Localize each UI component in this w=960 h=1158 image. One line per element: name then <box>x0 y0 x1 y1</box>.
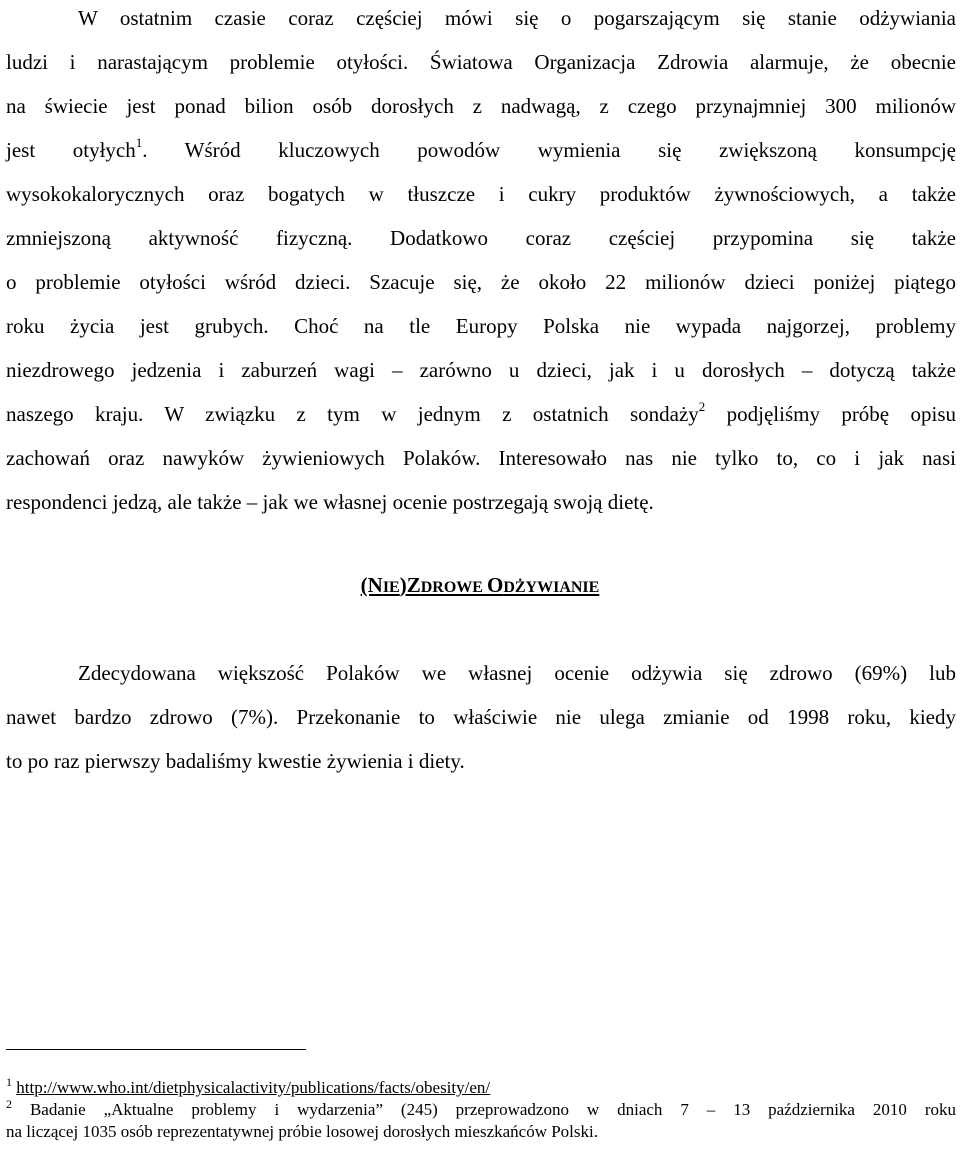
text-line <box>6 128 956 172</box>
footnotes <box>6 1077 956 1143</box>
text-fragment: podjęliśmy próbę opisu <box>705 402 956 426</box>
footnote-link[interactable]: http://www.who.int/dietphysicalactivity/publications/facts/obesity/en/ <box>16 1078 491 1097</box>
footnote-2 <box>6 1099 956 1121</box>
footnote-ref-2[interactable]: 2 <box>698 399 706 414</box>
text-fragment: naszego kraju. W związku z tym w jednym z ostatnich sondaży <box>6 402 699 426</box>
footnote-text: Badanie „Aktualne problemy i wydarzenia” (245) przeprowadzono w dniach 7 – 13 października 2010 roku <box>29 1100 957 1119</box>
text-line: ludzi i narastającym problemie otyłości. Światowa Organizacja Zdrowia alarmuje, że obecnie <box>6 50 956 74</box>
footnote-separator <box>6 1049 306 1050</box>
heading-fragment: (N <box>360 573 383 597</box>
text-line: wysokokalorycznych oraz bogatych w tłuszcze i cukry produktów żywnościowych, a także <box>6 182 956 206</box>
text-fragment: jest otyłych <box>6 138 136 162</box>
footnote-mark: 2 <box>6 1097 12 1111</box>
text-line: nawet bardzo zdrowo (7%). Przekonanie to właściwie nie ulega zmianie od 1998 roku, kiedy <box>6 705 956 729</box>
text-line: zachowań oraz nawyków żywieniowych Polaków. Interesowało nas nie tylko to, co i jak nasi <box>6 446 956 470</box>
footnote-ref-1[interactable]: 1 <box>135 135 143 150</box>
intro-paragraph <box>6 0 956 524</box>
text-line: niezdrowego jedzenia i zaburzeń wagi – zarówno u dzieci, jak i u dorosłych – dotyczą także <box>6 358 956 382</box>
heading-fragment: O <box>486 573 504 597</box>
text-line: o problemie otyłości wśród dzieci. Szacuje się, że około 22 milionów dzieci poniżej piątego <box>6 270 956 294</box>
heading-fragment: DROWE <box>420 579 487 596</box>
heading-fragment: IE <box>382 579 400 596</box>
footnote-mark: 1 <box>6 1075 12 1089</box>
text-fragment: . Wśród kluczowych powodów wymienia się zwiększoną konsumpcję <box>142 138 956 162</box>
text-line: zmniejszoną aktywność fizyczną. Dodatkowo coraz częściej przypomina się także <box>6 226 956 250</box>
footnote-1 <box>6 1077 956 1099</box>
text-line: W ostatnim czasie coraz częściej mówi się o pogarszającym się stanie odżywiania <box>78 6 956 30</box>
heading-fragment: )Z <box>399 573 421 597</box>
section-heading <box>0 570 960 603</box>
heading-fragment: DŻYWIANIE <box>503 579 600 596</box>
text-line: roku życia jest grubych. Choć na tle Europy Polska nie wypada najgorzej, problemy <box>6 314 956 338</box>
text-line: na świecie jest ponad bilion osób dorosłych z nadwagą, z czego przynajmniej 300 milionów <box>6 94 956 118</box>
text-line: respondenci jedzą, ale także – jak we własnej ocenie postrzegają swoją dietę. <box>6 490 654 514</box>
section-paragraph <box>6 651 956 783</box>
text-line: to po raz pierwszy badaliśmy kwestie żywienia i diety. <box>6 749 465 773</box>
text-line: Zdecydowana większość Polaków we własnej ocenie odżywia się zdrowo (69%) lub <box>78 661 956 685</box>
footnote-2-continued: na liczącej 1035 osób reprezentatywnej próbie losowej dorosłych mieszkańców Polski. <box>6 1122 598 1141</box>
text-line <box>6 392 956 436</box>
